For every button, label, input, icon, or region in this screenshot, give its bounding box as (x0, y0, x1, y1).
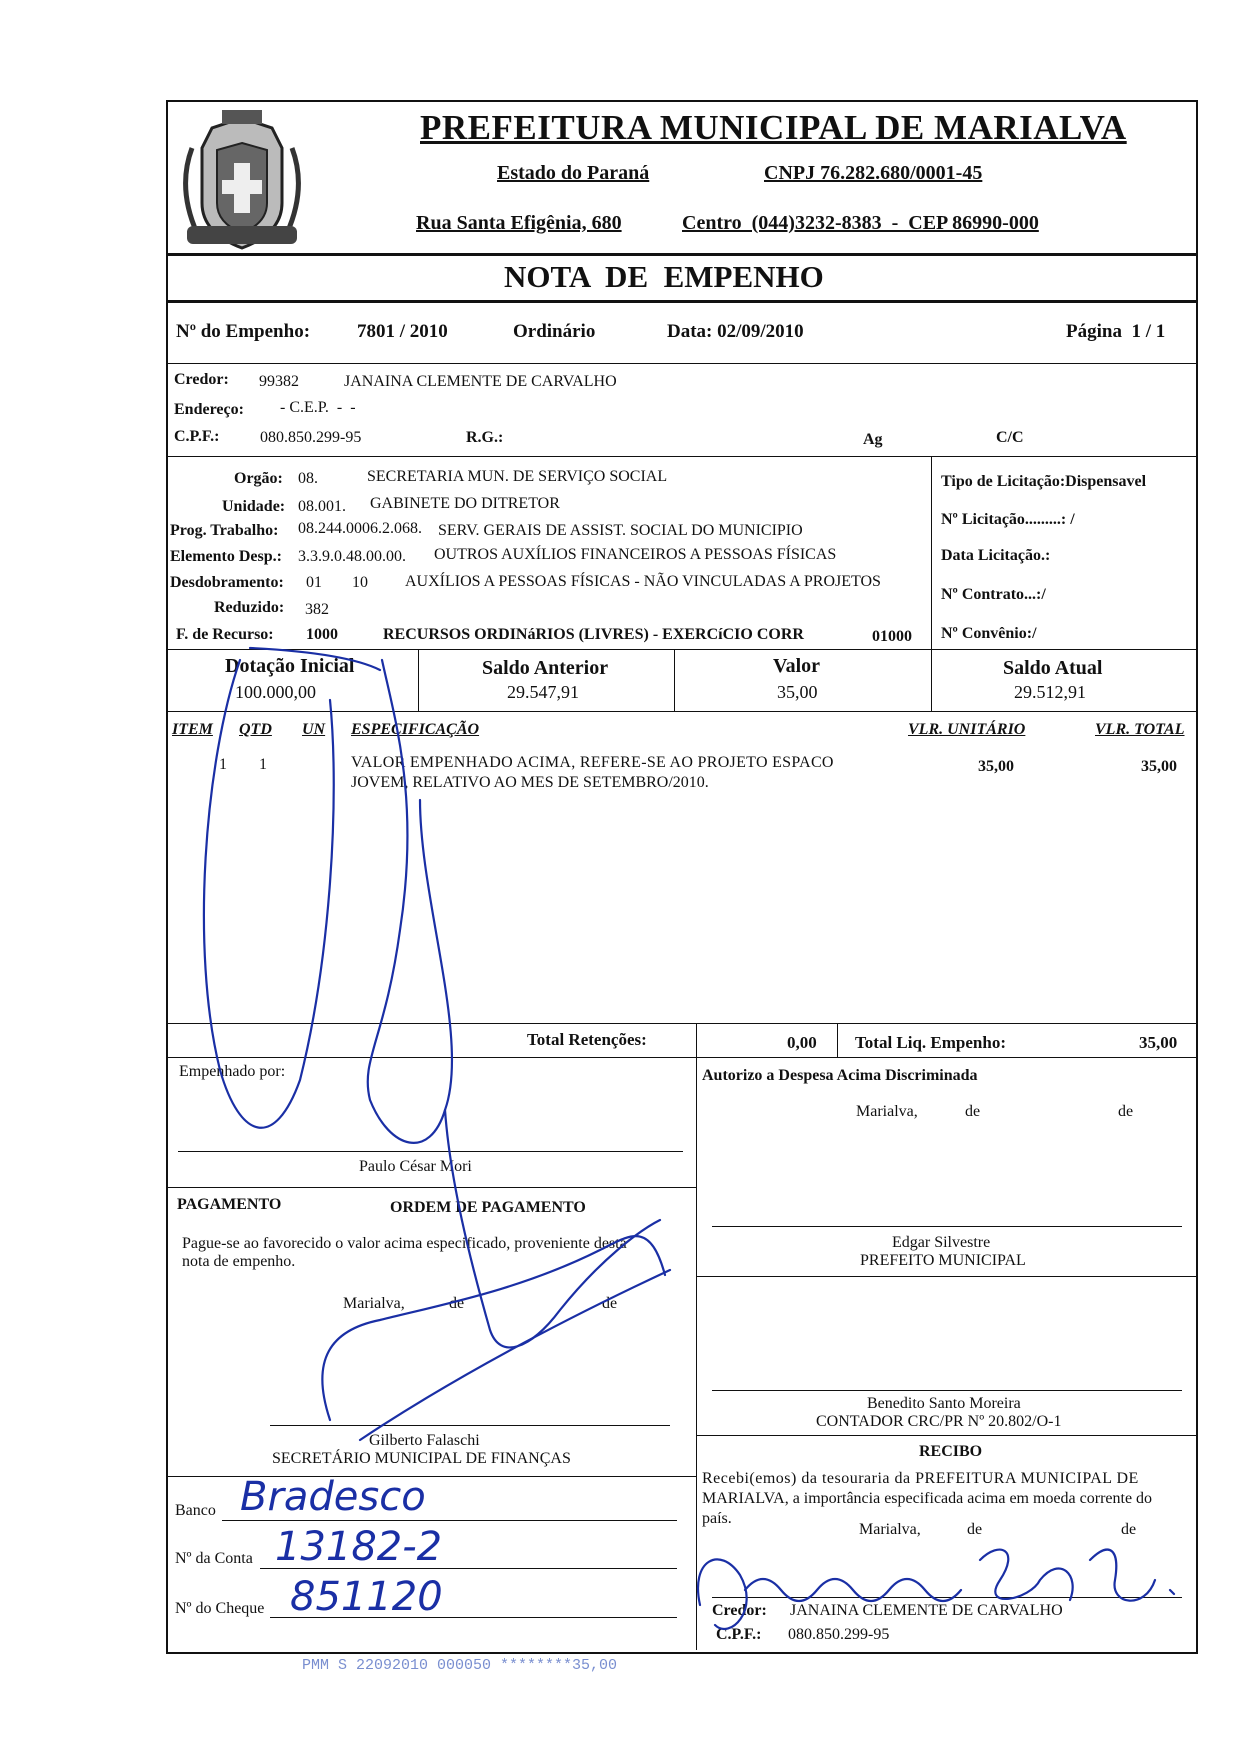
ag-label: Ag (863, 431, 883, 448)
recibo-cpf-label: C.P.F.: (716, 1626, 762, 1643)
prog-nome: SERV. GERAIS DE ASSIST. SOCIAL DO MUNICIPIO (438, 522, 803, 539)
autorizo-label: Autorizo a Despesa Acima Discriminada (702, 1067, 978, 1084)
item-linha1: VALOR EMPENHADO ACIMA, REFERE-SE AO PROJETO ESPACO (351, 754, 834, 771)
item-qtd: 1 (259, 756, 267, 773)
pagamento-texto1: Pague-se ao favorecido o valor acima especificado, proveniente desta (182, 1235, 627, 1252)
recibo-de2: de (1121, 1521, 1137, 1538)
desdob-b: 10 (352, 574, 368, 591)
cpf-label: C.P.F.: (174, 428, 220, 445)
pagamento-de2: de (602, 1295, 618, 1312)
liq-valor: 35,00 (1139, 1033, 1178, 1052)
pagamento-de1: de (449, 1295, 465, 1312)
licitacao-convenio: Nº Convênio:/ (941, 625, 1037, 642)
col-vlr-total: VLR. TOTAL (1095, 721, 1185, 738)
empenhado-label: Empenhado por: (179, 1063, 286, 1080)
ordem-pagamento-label: ORDEM DE PAGAMENTO (390, 1199, 586, 1216)
licitacao-tipo: Tipo de Licitação:Dispensavel (941, 473, 1147, 490)
valor-label: Valor (773, 655, 821, 677)
credor-cpf: 080.850.299-95 (260, 429, 362, 446)
col-un: UN (302, 721, 326, 738)
col-especificacao: ESPECIFICAÇÃO (351, 721, 480, 738)
saldo-atual-valor: 29.512,91 (1014, 682, 1086, 702)
orgao-cod: 08. (298, 470, 318, 487)
credor-codigo: 99382 (259, 373, 299, 390)
recibo-texto3: país. (702, 1510, 732, 1527)
doc-title: NOTA DE EMPENHO (504, 259, 824, 294)
autorizo-de1: de (965, 1103, 981, 1120)
liq-label: Total Liq. Empenho: (855, 1033, 1006, 1052)
item-numero: 1 (219, 756, 227, 773)
recibo-credor-label: Credor: (712, 1602, 767, 1619)
header-estado: Estado do Paraná (497, 162, 650, 184)
saldo-anterior-valor: 29.547,91 (507, 682, 579, 702)
recibo-cpf: 080.850.299-95 (788, 1626, 890, 1643)
bank-stamp: PMM S 22092010 000050 ********35,00 (302, 1657, 618, 1674)
licitacao-contrato: Nº Contrato...:/ (941, 586, 1046, 603)
secretario-cargo: SECRETÁRIO MUNICIPAL DE FINANÇAS (272, 1450, 571, 1467)
credor-nome: JANAINA CLEMENTE DE CARVALHO (344, 373, 617, 390)
recibo-local: Marialva, (859, 1521, 921, 1538)
empenho-data: Data: 02/09/2010 (667, 321, 804, 342)
recurso-cod: 1000 (306, 626, 338, 643)
endereco-label: Endereço: (174, 401, 244, 418)
pagamento-local: Marialva, (343, 1295, 405, 1312)
recibo-texto2: MARIALVA, a importância especificada acima em moeda corrente do (702, 1490, 1153, 1507)
orgao-nome: SECRETARIA MUN. DE SERVIÇO SOCIAL (367, 468, 668, 485)
cheque-label: Nº do Cheque (175, 1600, 265, 1617)
reduzido-label: Reduzido: (214, 599, 285, 616)
empenho-pagina: Página 1 / 1 (1066, 321, 1166, 342)
empenho-numero: 7801 / 2010 (357, 321, 448, 342)
recibo-credor: JANAINA CLEMENTE DE CARVALHO (790, 1602, 1063, 1619)
cheque-handwritten: 851120 (290, 1574, 443, 1620)
pagamento-label: PAGAMENTO (177, 1196, 282, 1213)
licitacao-numero: Nº Licitação.........: / (941, 511, 1075, 528)
autorizo-local: Marialva, (856, 1103, 918, 1120)
secretario-nome: Gilberto Falaschi (369, 1432, 480, 1449)
item-vlr-total: 35,00 (1141, 758, 1177, 775)
conta-handwritten: 13182-2 (275, 1524, 443, 1570)
item-linha2: JOVEM, RELATIVO AO MES DE SETEMBRO/2010. (351, 774, 709, 791)
autorizo-de2: de (1118, 1103, 1134, 1120)
saldo-anterior-label: Saldo Anterior (482, 657, 609, 679)
licitacao-data: Data Licitação.: (941, 547, 1051, 564)
header-contato: Centro (044)3232-8383 - CEP 86990-000 (682, 212, 1039, 234)
header-cnpj: CNPJ 76.282.680/0001-45 (764, 162, 983, 184)
contador-nome: Benedito Santo Moreira (867, 1395, 1021, 1412)
empenho-label: Nº do Empenho: (176, 321, 311, 342)
empenhado-nome: Paulo César Mori (359, 1158, 472, 1175)
prefeito-nome: Edgar Silvestre (892, 1234, 991, 1251)
prefeito-cargo: PREFEITO MUNICIPAL (860, 1252, 1026, 1269)
contador-cargo: CONTADOR CRC/PR Nº 20.802/O-1 (816, 1413, 1062, 1430)
item-vlr-unit: 35,00 (978, 758, 1014, 775)
reduzido-valor: 382 (305, 601, 329, 618)
unidade-label: Unidade: (222, 498, 286, 515)
col-qtd: QTD (239, 721, 272, 738)
credor-label: Credor: (174, 371, 229, 388)
recurso-label: F. de Recurso: (176, 626, 274, 643)
orgao-label: Orgão: (234, 470, 283, 487)
credor-endereco: - C.E.P. - - (280, 399, 356, 416)
elem-nome: OUTROS AUXÍLIOS FINANCEIROS A PESSOAS FÍSICAS (434, 546, 837, 563)
empenho-tipo: Ordinário (513, 321, 596, 342)
dotacao-inicial-valor: 100.000,00 (235, 682, 316, 702)
dotacao-inicial-label: Dotação Inicial (225, 655, 355, 677)
unidade-cod: 08.001. (298, 498, 346, 515)
recibo-texto1: Recebi(emos) da tesouraria da PREFEITURA MUNICIPAL DE (702, 1470, 1139, 1487)
recibo-label: RECIBO (919, 1443, 983, 1460)
recurso-num: 01000 (872, 628, 912, 645)
prog-cod: 08.244.0006.2.068. (298, 520, 422, 537)
retencoes-label: Total Retenções: (527, 1030, 647, 1049)
col-vlr-unitario: VLR. UNITÁRIO (908, 721, 1026, 738)
header-endereco: Rua Santa Efigênia, 680 (416, 212, 622, 234)
header-title: PREFEITURA MUNICIPAL DE MARIALVA (420, 108, 1127, 147)
recurso-nome: RECURSOS ORDINáRIOS (LIVRES) - EXERCíCIO CORR (383, 626, 804, 643)
recibo-de1: de (967, 1521, 983, 1538)
col-item: ITEM (172, 721, 213, 738)
rg-label: R.G.: (466, 429, 504, 446)
saldo-atual-label: Saldo Atual (1003, 657, 1103, 679)
elem-cod: 3.3.9.0.48.00.00. (298, 548, 406, 565)
valor-valor: 35,00 (777, 682, 818, 702)
elem-label: Elemento Desp.: (170, 548, 282, 565)
unidade-nome: GABINETE DO DITRETOR (370, 495, 560, 512)
prog-label: Prog. Trabalho: (170, 522, 279, 539)
banco-handwritten: Bradesco (240, 1474, 426, 1520)
retencoes-valor: 0,00 (787, 1033, 817, 1052)
cc-label: C/C (996, 429, 1024, 446)
desdob-label: Desdobramento: (170, 574, 284, 591)
desdob-nome: AUXÍLIOS A PESSOAS FÍSICAS - NÃO VINCULADAS A PROJETOS (405, 573, 881, 590)
pagamento-texto2: nota de empenho. (182, 1253, 296, 1270)
conta-label: Nº da Conta (175, 1550, 253, 1567)
banco-label: Banco (175, 1502, 216, 1519)
desdob-a: 01 (306, 574, 322, 591)
